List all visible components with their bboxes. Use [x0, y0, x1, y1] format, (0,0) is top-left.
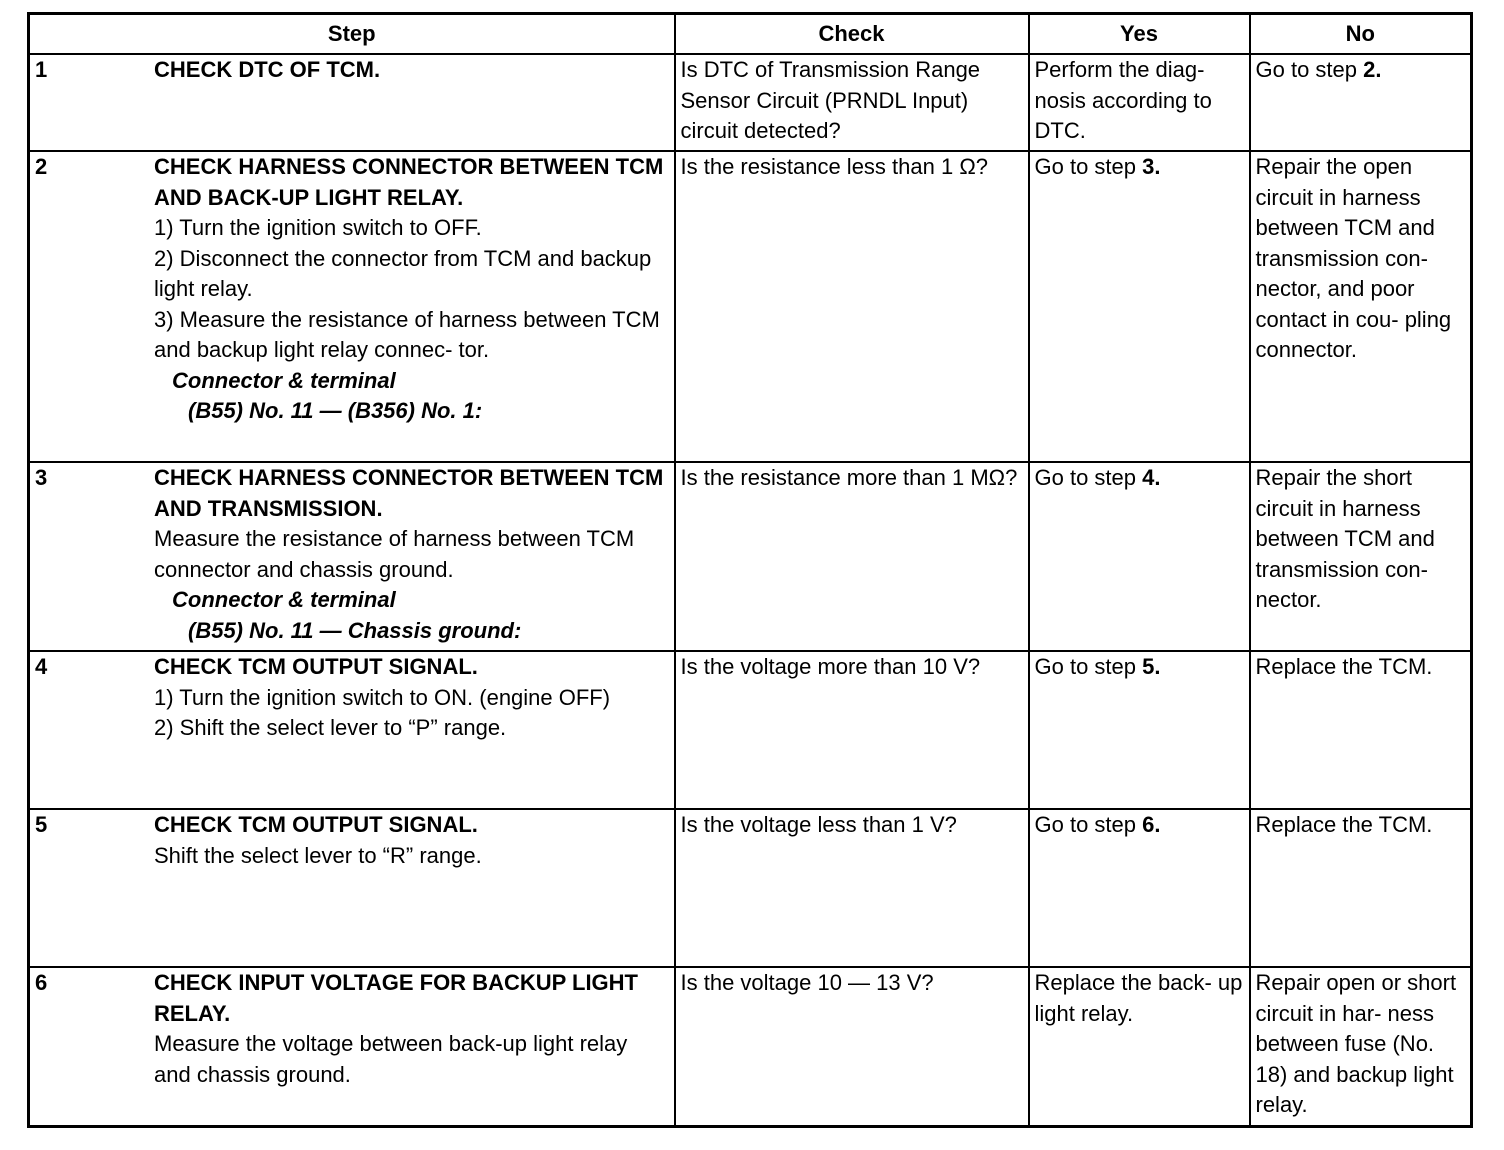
connector-label: Connector & terminal: [172, 587, 396, 613]
step-cell: [29, 54, 675, 151]
yes-cell: [1029, 462, 1250, 651]
check-cell: Is the voltage 10 — 13 V?: [675, 967, 1029, 1126]
yes-text: Go to step: [1034, 812, 1143, 838]
step-instruction: 3) Measure the resistance of harness between TCM and backup light relay connec- tor.: [154, 306, 660, 363]
step-instruction: 2) Disconnect the connector from TCM and backup light relay.: [154, 245, 652, 302]
no-cell: Repair the short circuit in harness between TCM and transmission con- nector.: [1250, 462, 1472, 651]
step-number: 5: [35, 812, 48, 838]
table-row: [29, 151, 1472, 462]
header-step: Step: [29, 14, 675, 55]
step-instruction: 2) Shift the select lever to “P” range.: [154, 715, 507, 741]
no-text: Go to step: [1255, 57, 1364, 82]
table-row: [29, 809, 1472, 967]
step-number: 2: [35, 154, 48, 180]
table-row: [29, 967, 1472, 1126]
table-row: [29, 651, 1472, 809]
yes-cell: Replace the back- up light relay.: [1029, 967, 1250, 1126]
yes-text: Perform the diag- nosis according to DTC.: [1034, 57, 1212, 143]
step-cell: [29, 809, 675, 967]
yes-cell: [1029, 151, 1250, 462]
no-cell: Repair the open circuit in harness between TCM and transmission con- nector, and poor contact in cou- pling connector.: [1250, 151, 1472, 462]
step-instruction: 1) Turn the ignition switch to OFF.: [154, 215, 482, 241]
step-cell: [29, 151, 675, 462]
step-title: CHECK TCM OUTPUT SIGNAL.: [154, 812, 478, 838]
yes-text: Go to step: [1034, 154, 1143, 180]
step-number: 4: [35, 654, 48, 680]
step-title: CHECK INPUT VOLTAGE FOR BACKUP LIGHT RELAY.: [154, 970, 638, 1026]
header-check: Check: [675, 14, 1029, 55]
yes-text: Go to step: [1034, 654, 1143, 680]
connector-value: (B55) No. 11 — Chassis ground:: [188, 617, 522, 643]
check-cell: Is the voltage less than 1 V?: [675, 809, 1029, 967]
header-no: No: [1250, 14, 1472, 55]
step-instruction: Measure the resistance of harness between TCM connector and chassis ground.: [154, 526, 635, 582]
step-cell: [29, 967, 675, 1126]
step-title: CHECK DTC OF TCM.: [154, 57, 381, 82]
step-number: 6: [35, 970, 48, 996]
table-row: [29, 462, 1472, 651]
check-cell: Is the resistance less than 1 Ω?: [675, 151, 1029, 462]
yes-step-number: 4.: [1142, 465, 1161, 491]
step-instruction: 1) Turn the ignition switch to ON. (engine OFF): [154, 684, 611, 710]
no-cell: Replace the TCM.: [1250, 651, 1472, 809]
step-title: CHECK HARNESS CONNECTOR BETWEEN TCM AND BACK-UP LIGHT RELAY.: [154, 154, 664, 210]
yes-cell: [1029, 651, 1250, 809]
step-cell: [29, 462, 675, 651]
yes-step-number: 6.: [1142, 812, 1161, 838]
yes-cell: [1029, 54, 1250, 151]
yes-text: Go to step: [1034, 465, 1143, 491]
connector-label: Connector & terminal: [172, 367, 396, 393]
header-yes: Yes: [1029, 14, 1250, 55]
no-cell: [1250, 54, 1472, 151]
yes-step-number: 3.: [1142, 154, 1161, 180]
step-cell: [29, 651, 675, 809]
step-title: CHECK HARNESS CONNECTOR BETWEEN TCM AND TRANSMISSION.: [154, 465, 664, 521]
step-number: 3: [35, 465, 48, 491]
check-cell: Is the resistance more than 1 MΩ?: [675, 462, 1029, 651]
yes-cell: [1029, 809, 1250, 967]
connector-value: (B55) No. 11 — (B356) No. 1:: [188, 398, 483, 424]
yes-step-number: 5.: [1142, 654, 1161, 680]
header-row: [29, 14, 1472, 55]
step-title: CHECK TCM OUTPUT SIGNAL.: [154, 654, 478, 680]
step-number: 1: [35, 57, 48, 82]
diagnostic-table: [27, 12, 1473, 1128]
table-row: [29, 54, 1472, 151]
no-cell: Repair open or short circuit in har- ness between fuse (No. 18) and backup light relay.: [1250, 967, 1472, 1126]
no-step-number: 2.: [1363, 57, 1382, 82]
step-instruction: Shift the select lever to “R” range.: [154, 842, 482, 868]
no-cell: Replace the TCM.: [1250, 809, 1472, 967]
check-cell: Is DTC of Transmission Range Sensor Circuit (PRNDL Input) circuit detected?: [675, 54, 1029, 151]
check-cell: Is the voltage more than 10 V?: [675, 651, 1029, 809]
step-instruction: Measure the voltage between back-up light relay and chassis ground.: [154, 1031, 628, 1087]
